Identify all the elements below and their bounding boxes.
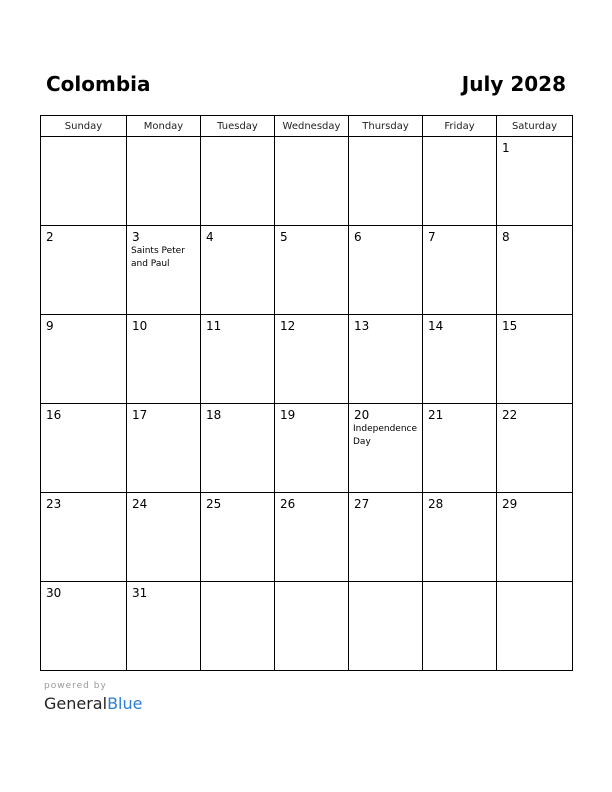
day-number: 25 (206, 497, 222, 511)
week-row (41, 582, 573, 671)
day-cell (497, 137, 573, 226)
day-number: 9 (46, 319, 54, 333)
day-cell (201, 404, 275, 493)
day-cell (41, 404, 127, 493)
day-cell (423, 582, 497, 671)
calendar-grid (40, 115, 573, 671)
day-number: 22 (502, 408, 518, 422)
day-number: 31 (132, 586, 148, 600)
day-cell (275, 404, 349, 493)
day-cell (275, 493, 349, 582)
day-number: 2 (46, 230, 54, 244)
day-number: 5 (280, 230, 288, 244)
day-cell (127, 315, 201, 404)
weekday-header: Thursday (349, 116, 423, 137)
day-cell (201, 137, 275, 226)
week-row (41, 226, 573, 315)
day-number: 23 (46, 497, 62, 511)
day-number: 30 (46, 586, 62, 600)
weekday-header: Wednesday (275, 116, 349, 137)
day-cell (349, 493, 423, 582)
day-number: 13 (354, 319, 370, 333)
day-cell (349, 226, 423, 315)
day-cell (423, 137, 497, 226)
weekday-header: Tuesday (201, 116, 275, 137)
holiday-label: Independence Day (353, 424, 418, 447)
day-number: 15 (502, 319, 518, 333)
day-cell (275, 226, 349, 315)
day-number: 16 (46, 408, 62, 422)
calendar-body (41, 137, 573, 671)
day-cell (201, 493, 275, 582)
day-cell (127, 582, 201, 671)
week-row (41, 315, 573, 404)
day-cell (349, 137, 423, 226)
day-cell (275, 315, 349, 404)
day-number: 3 (132, 230, 140, 244)
day-number: 17 (132, 408, 148, 422)
day-number: 29 (502, 497, 518, 511)
week-row (41, 404, 573, 493)
powered-by-text: powered by (44, 681, 107, 691)
day-cell (423, 493, 497, 582)
day-number: 24 (132, 497, 148, 511)
weekday-header: Friday (423, 116, 497, 137)
day-cell (127, 226, 201, 315)
day-cell (41, 582, 127, 671)
day-cell (423, 404, 497, 493)
day-cell (41, 315, 127, 404)
day-number: 10 (132, 319, 148, 333)
day-cell (349, 404, 423, 493)
day-number: 21 (428, 408, 444, 422)
day-cell (127, 493, 201, 582)
day-number: 18 (206, 408, 222, 422)
day-number: 27 (354, 497, 370, 511)
holiday-label: Saints Peter and Paul (131, 246, 185, 269)
day-cell (275, 137, 349, 226)
day-number: 7 (428, 230, 436, 244)
day-cell (423, 315, 497, 404)
day-cell (41, 137, 127, 226)
day-number: 12 (280, 319, 296, 333)
day-cell (127, 137, 201, 226)
day-cell (201, 582, 275, 671)
day-number: 4 (206, 230, 214, 244)
day-cell (201, 226, 275, 315)
day-cell (497, 404, 573, 493)
brand-logo[interactable] (44, 694, 142, 714)
weekday-header: Sunday (41, 116, 127, 137)
day-cell (275, 582, 349, 671)
day-cell (349, 315, 423, 404)
day-number: 1 (502, 141, 510, 155)
day-cell (201, 315, 275, 404)
country-title: Colombia (46, 72, 151, 96)
day-cell (127, 404, 201, 493)
brand-general-text: General (44, 694, 108, 713)
day-number: 6 (354, 230, 362, 244)
day-number: 26 (280, 497, 296, 511)
weekday-header: Monday (127, 116, 201, 137)
day-number: 8 (502, 230, 510, 244)
day-number: 14 (428, 319, 444, 333)
day-number: 28 (428, 497, 444, 511)
month-year-title: July 2028 (461, 72, 566, 96)
day-cell (41, 226, 127, 315)
footer-branding (44, 681, 142, 714)
day-number: 11 (206, 319, 222, 333)
week-row (41, 137, 573, 226)
day-cell (497, 226, 573, 315)
weekday-header-row (41, 116, 573, 137)
weekday-header: Saturday (497, 116, 573, 137)
day-cell (41, 493, 127, 582)
day-cell (423, 226, 497, 315)
day-number: 19 (280, 408, 296, 422)
day-cell (497, 315, 573, 404)
day-cell (497, 493, 573, 582)
day-cell (497, 582, 573, 671)
brand-blue-text: Blue (107, 694, 143, 713)
day-cell (349, 582, 423, 671)
day-number: 20 (354, 408, 370, 422)
week-row (41, 493, 573, 582)
